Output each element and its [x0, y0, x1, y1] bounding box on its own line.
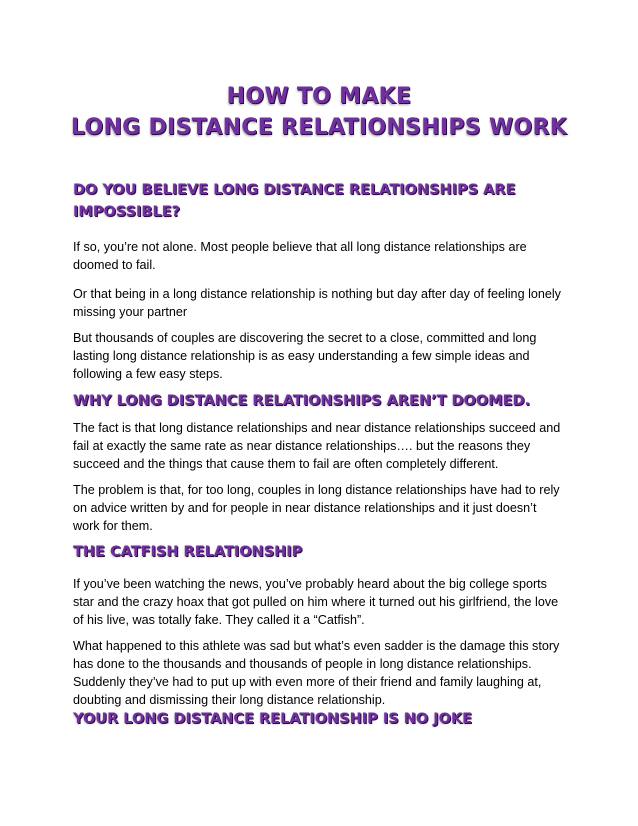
- section-3-paragraph-1: [73, 575, 565, 629]
- text-line: Suddenly they’ve had to put up with even more of their friend and family laughing at,: [73, 675, 542, 689]
- section-4-heading-line-1: YOUR LONG DISTANCE RELATIONSHIP IS NO JOKE: [73, 711, 473, 727]
- text-line: Or that being in a long distance relationship is nothing but day after day of feeling lonely: [73, 287, 561, 301]
- text-line: star and the crazy hoax that got pulled on him where it turned out his girlfriend, the love: [73, 595, 559, 609]
- text-line: If you’ve been watching the news, you’ve probably heard about the big college sports: [73, 577, 547, 591]
- text-line: fail at exactly the same rate as near distance relationships…. but the reasons they: [73, 439, 531, 453]
- text-line: If so, you’re not alone. Most people believe that all long distance relationships are: [73, 240, 527, 254]
- section-2-paragraph-2: [73, 481, 565, 535]
- text-line: missing your partner: [73, 305, 188, 319]
- text-line: But thousands of couples are discovering the secret to a close, committed and long: [73, 331, 537, 345]
- document-title-line-1: HOW TO MAKE: [226, 84, 412, 109]
- text-line: doubting and dismissing their long distance relationship.: [73, 693, 386, 707]
- text-line: has done to the thousands and thousands of people in long distance relationships.: [73, 657, 532, 671]
- section-1-paragraph-2: [73, 285, 565, 321]
- section-1-paragraph-1: [73, 238, 565, 274]
- section-2-paragraph-1: [73, 419, 565, 473]
- text-line: succeed and the things that cause them to fail are often completely different.: [73, 457, 499, 471]
- text-line: on advice written by and for people in near distance relationships and it just doesn’t: [73, 501, 537, 515]
- text-line: doomed to fail.: [73, 258, 156, 272]
- section-1-heading: [73, 179, 515, 223]
- section-2-heading-line-1: WHY LONG DISTANCE RELATIONSHIPS AREN’T DOOMED.: [73, 393, 531, 409]
- section-2-heading: [73, 390, 530, 412]
- section-1-paragraph-3: [73, 329, 565, 383]
- section-3-heading: [73, 541, 302, 563]
- document-title-line-2: LONG DISTANCE RELATIONSHIPS WORK: [70, 115, 568, 140]
- text-line: What happened to this athlete was sad but what’s even sadder is the damage this story: [73, 639, 560, 653]
- text-line: The problem is that, for too long, couples in long distance relationships have had to rely: [73, 483, 560, 497]
- text-line: lasting long distance relationship is as easy understanding a few simple ideas and: [73, 349, 530, 363]
- text-line: of his live, was totally fake. They called it a “Catfish”.: [73, 613, 365, 627]
- text-line: following a few easy steps.: [73, 367, 223, 381]
- section-4-heading: [73, 708, 472, 730]
- section-1-heading-line-1: DO YOU BELIEVE LONG DISTANCE RELATIONSHIPS ARE: [73, 182, 516, 198]
- section-3-paragraph-2: [73, 637, 565, 709]
- text-line: The fact is that long distance relationships and near distance relationships succeed and: [73, 421, 561, 435]
- section-1-heading-line-2: IMPOSSIBLE?: [73, 204, 181, 220]
- section-3-heading-line-1: THE CATFISH RELATIONSHIP: [73, 544, 303, 560]
- text-line: work for them.: [73, 519, 153, 533]
